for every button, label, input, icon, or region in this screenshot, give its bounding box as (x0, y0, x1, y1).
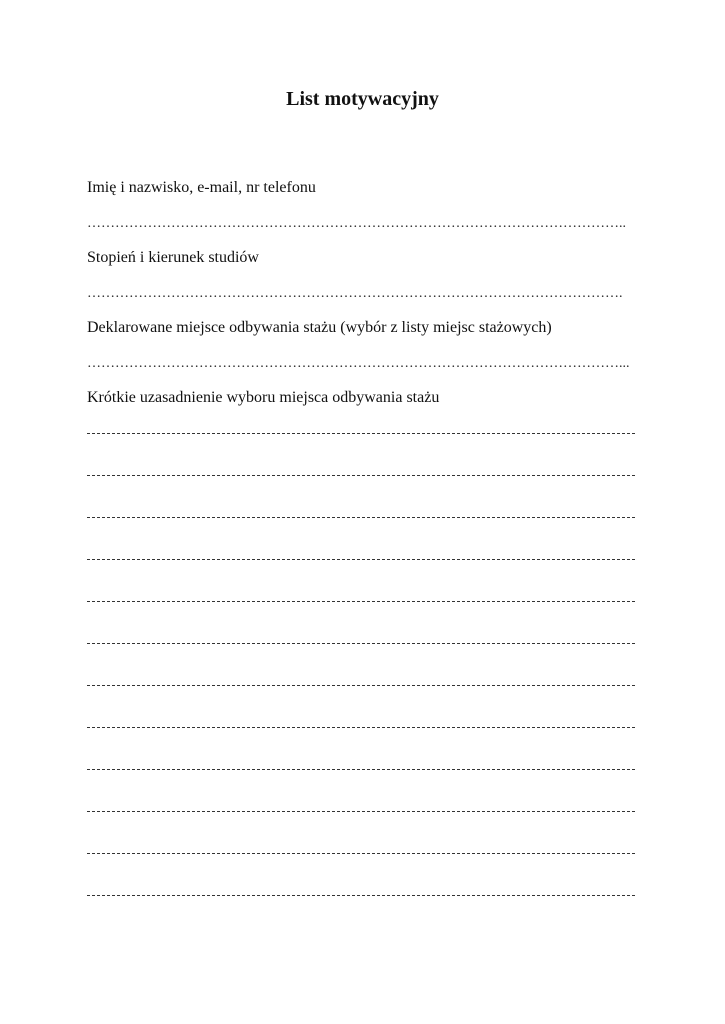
justification-line[interactable] (87, 727, 635, 728)
justification-line[interactable] (87, 517, 635, 518)
contact-fill-line[interactable]: …………………………………………………………………………………………………….. (87, 216, 626, 231)
internship-place-fill-line[interactable]: ……………………………………………………………………………………………………... (87, 356, 630, 371)
justification-line[interactable] (87, 559, 635, 560)
studies-fill-line[interactable]: ……………………………………………………………………………………………………. (87, 286, 623, 301)
justification-line[interactable] (87, 853, 635, 854)
justification-line[interactable] (87, 643, 635, 644)
justification-line[interactable] (87, 811, 635, 812)
justification-line[interactable] (87, 433, 635, 434)
justification-line[interactable] (87, 895, 635, 896)
justification-line[interactable] (87, 769, 635, 770)
justification-line[interactable] (87, 685, 635, 686)
field-label-justification: Krótkie uzasadnienie wyboru miejsca odbywania stażu (87, 389, 440, 406)
field-label-internship-place: Deklarowane miejsce odbywania stażu (wybór z listy miejsc stażowych) (87, 319, 552, 336)
justification-line[interactable] (87, 601, 635, 602)
justification-line[interactable] (87, 475, 635, 476)
page-title: List motywacyjny (286, 88, 439, 110)
field-label-studies: Stopień i kierunek studiów (87, 249, 259, 266)
field-label-contact: Imię i nazwisko, e-mail, nr telefonu (87, 179, 316, 196)
